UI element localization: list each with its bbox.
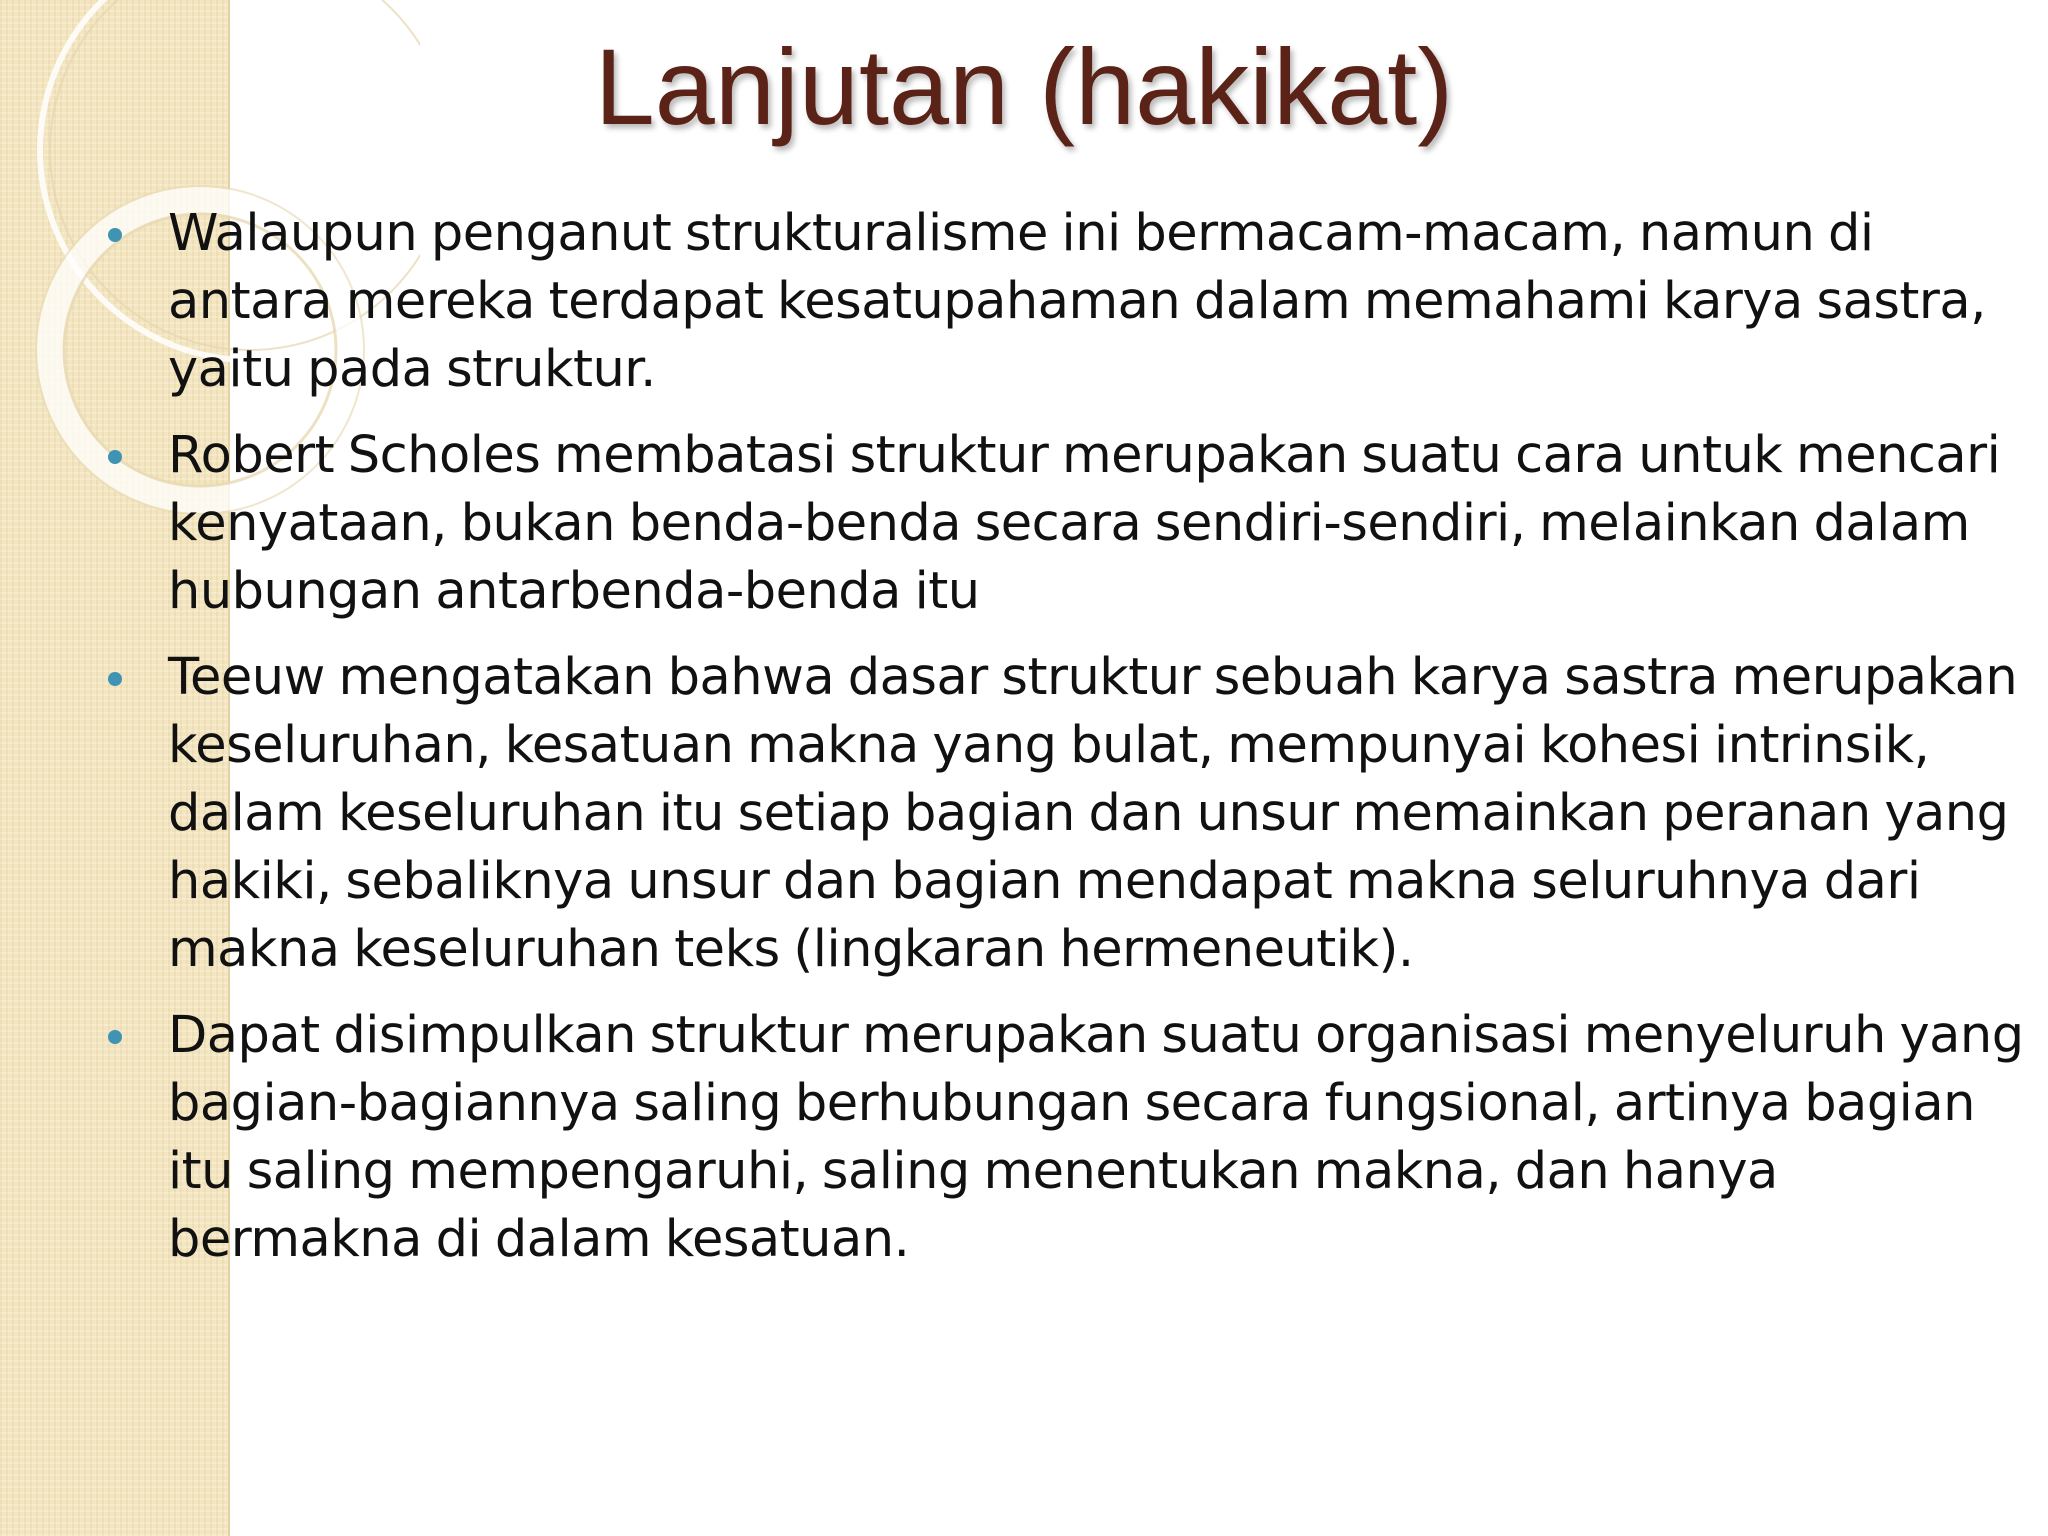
list-item	[108, 644, 2038, 984]
bullet-text: Robert Scholes membatasi struktur merupakan suatu cara untuk mencari kenyataan, bukan benda-benda secara sendiri-sendiri, melainkan dalam hubungan antarbenda-benda itu	[168, 426, 2001, 621]
list-item	[108, 1002, 2038, 1274]
bullet-dot-icon	[108, 450, 122, 464]
list-item	[108, 200, 2038, 404]
slide-title: Lanjutan (hakikat)	[594, 26, 1454, 147]
bullet-dot-icon	[108, 1030, 122, 1044]
bullet-text: Dapat disimpulkan struktur merupakan suatu organisasi menyeluruh yang bagian-bagiannya saling berhubungan secara fungsional, artinya bagian itu saling mempengaruhi, saling menentukan makna, dan hanya bermakna di dalam kesatuan.	[168, 1006, 2024, 1269]
bullet-text: Teeuw mengatakan bahwa dasar struktur sebuah karya sastra merupakan keseluruhan, kesatuan makna yang bulat, mempunyai kohesi intrinsik, dalam keseluruhan itu setiap bagian dan unsur memainkan peranan yang hakiki, sebaliknya unsur dan bagian mendapat makna seluruhnya dari makna keseluruhan teks (lingkaran hermeneutik).	[168, 648, 2018, 979]
bullet-dot-icon	[108, 672, 122, 686]
list-item	[108, 422, 2038, 626]
bullet-dot-icon	[108, 228, 122, 242]
bullet-text: Walaupun penganut strukturalisme ini bermacam-macam, namun di antara mereka terdapat kesatupahaman dalam memahami karya sastra, yaitu pada struktur.	[168, 204, 1986, 399]
bullet-list	[108, 200, 2038, 1292]
